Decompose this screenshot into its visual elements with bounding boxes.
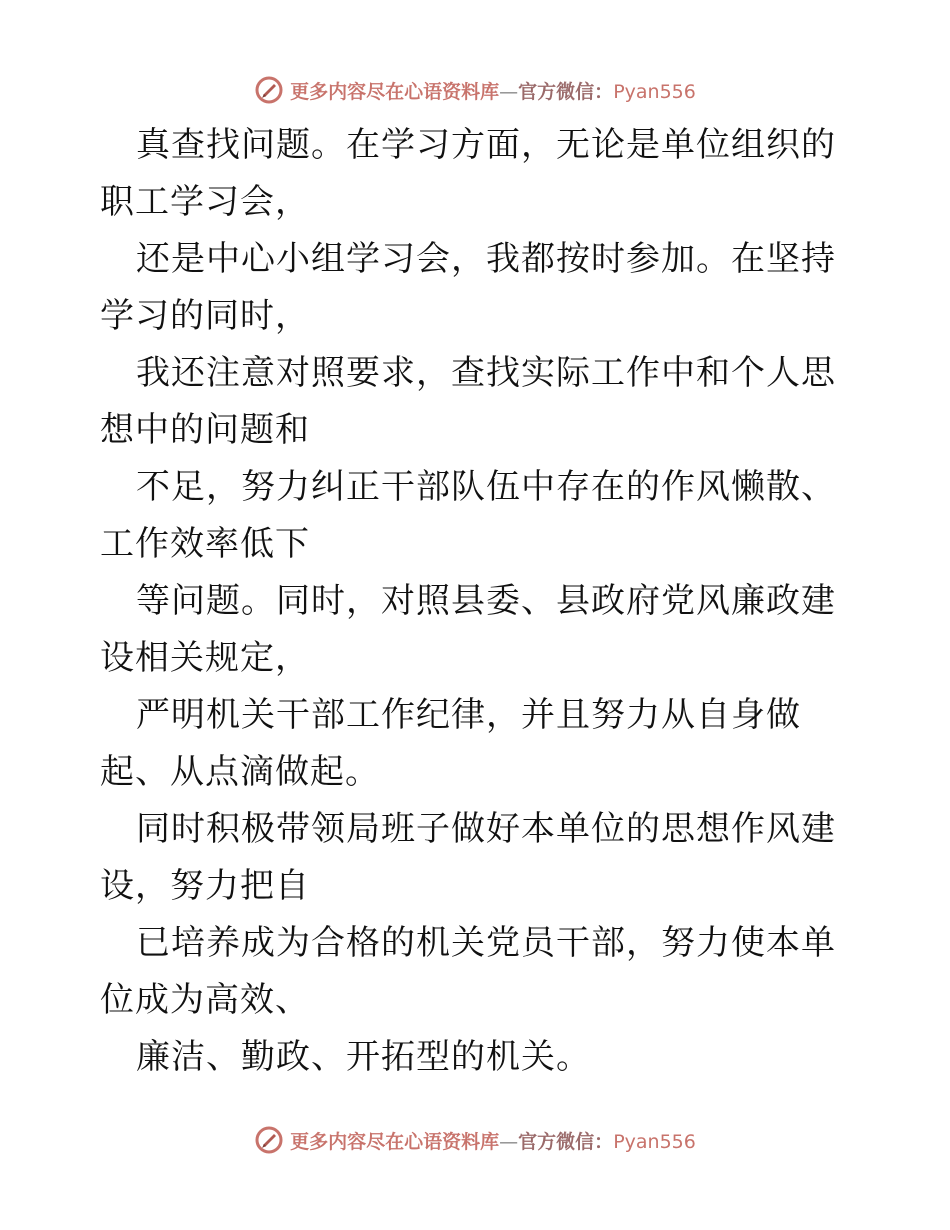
paragraph: 同时积极带领局班子做好本单位的思想作风建设，努力把自 — [100, 809, 836, 906]
footer-site-text: 更多内容尽在心语资料库 — [290, 1130, 500, 1153]
footer-watermark-text — [290, 1127, 696, 1154]
paragraph: 不足，努力纠正干部队伍中存在的作风懒散、工作效率低下 — [100, 467, 836, 564]
footer-watermark — [0, 1120, 950, 1160]
paragraph: 严明机关干部工作纪律，并且努力从自身做起、从点滴做起。 — [100, 695, 801, 792]
footer-official-label: 官方微信： — [518, 1130, 614, 1153]
header-dash: — — [499, 80, 519, 103]
pen-logo-icon — [254, 1125, 284, 1155]
header-watermark — [0, 70, 950, 110]
paragraph: 还是中心小组学习会，我都按时参加。在坚持学习的同时， — [100, 239, 836, 336]
paragraph: 等问题。同时，对照县委、县政府党风廉政建设相关规定， — [100, 581, 836, 678]
pen-logo-icon — [254, 75, 284, 105]
header-official-label: 官方微信： — [518, 80, 614, 103]
header-watermark-text — [290, 77, 696, 104]
paragraph: 我还注意对照要求，查找实际工作中和个人思想中的问题和 — [100, 353, 836, 450]
paragraph: 已培养成为合格的机关党员干部，努力使本单位成为高效、 — [100, 923, 836, 1020]
footer-wechat-id: Pyan556 — [613, 1130, 696, 1153]
paragraph: 廉洁、勤政、开拓型的机关。 — [136, 1037, 591, 1077]
header-wechat-id: Pyan556 — [613, 80, 696, 103]
document-body — [100, 117, 860, 1086]
paragraph: 真查找问题。在学习方面，无论是单位组织的职工学习会， — [100, 125, 836, 222]
header-site-text: 更多内容尽在心语资料库 — [290, 80, 500, 103]
footer-dash: — — [499, 1130, 519, 1153]
